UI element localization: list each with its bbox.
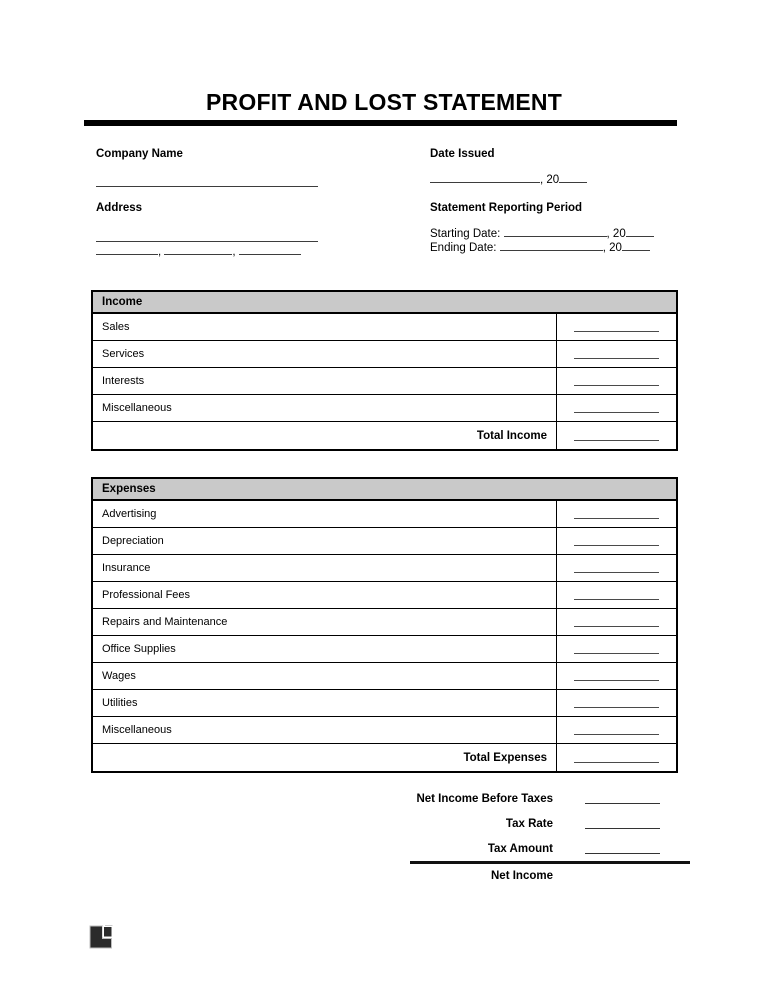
amount-blank-line bbox=[574, 653, 659, 654]
summary-section bbox=[0, 786, 768, 882]
row-amount-cell bbox=[557, 582, 676, 608]
starting-date-row bbox=[430, 227, 680, 241]
income-table bbox=[91, 290, 678, 451]
summary-row-label: Tax Amount bbox=[487, 842, 553, 855]
row-amount-cell bbox=[557, 663, 676, 689]
amount-blank-line bbox=[574, 680, 659, 681]
row-amount-cell bbox=[557, 555, 676, 581]
expenses-table bbox=[91, 477, 678, 773]
ending-date-label: Ending Date: bbox=[430, 242, 497, 254]
total-label: Total Expenses bbox=[93, 744, 557, 771]
starting-date-label: Starting Date: bbox=[430, 228, 501, 240]
amount-blank-line bbox=[574, 440, 659, 441]
amount-blank-line bbox=[574, 572, 659, 573]
row-label: Wages bbox=[93, 663, 557, 689]
summary-blank-line bbox=[585, 828, 660, 829]
summary-row bbox=[0, 786, 768, 811]
amount-blank-line bbox=[574, 358, 659, 359]
table-row bbox=[93, 395, 676, 422]
row-amount-cell bbox=[557, 314, 676, 340]
table-row bbox=[93, 690, 676, 717]
reporting-period-label: Statement Reporting Period bbox=[430, 202, 583, 214]
date-info-section bbox=[430, 148, 680, 255]
starting-date-blank-line bbox=[504, 227, 607, 237]
comma-separator: , bbox=[158, 246, 162, 258]
amount-blank-line bbox=[574, 412, 659, 413]
amount-blank-line bbox=[574, 599, 659, 600]
table-row bbox=[93, 582, 676, 609]
row-label: Sales bbox=[93, 314, 557, 340]
address-city-state-zip-row bbox=[96, 245, 376, 259]
document-title: PROFIT AND LOST STATEMENT bbox=[206, 89, 562, 115]
address-state-blank-line bbox=[164, 245, 232, 255]
table-row bbox=[93, 341, 676, 368]
row-label: Office Supplies bbox=[93, 636, 557, 662]
starting-date-year-blank-line bbox=[626, 227, 654, 237]
summary-blank-line bbox=[585, 853, 660, 854]
row-amount-cell bbox=[557, 395, 676, 421]
row-label: Utilities bbox=[93, 690, 557, 716]
amount-blank-line bbox=[574, 385, 659, 386]
company-name-blank-line bbox=[96, 186, 318, 187]
year-prefix: , 20 bbox=[540, 174, 560, 186]
table-row bbox=[93, 528, 676, 555]
address-blank-line bbox=[96, 241, 318, 242]
amount-blank-line bbox=[574, 331, 659, 332]
table-row bbox=[93, 717, 676, 744]
row-label: Insurance bbox=[93, 555, 557, 581]
date-issued-label: Date Issued bbox=[430, 148, 495, 160]
address-label: Address bbox=[96, 202, 143, 214]
total-amount-cell bbox=[557, 422, 676, 449]
address-city-blank-line bbox=[96, 245, 158, 255]
summary-row-label: Tax Rate bbox=[505, 817, 553, 830]
table-total-row bbox=[93, 744, 676, 771]
row-label: Services bbox=[93, 341, 557, 367]
table-row bbox=[93, 663, 676, 690]
table-row bbox=[93, 609, 676, 636]
title-rule bbox=[84, 120, 677, 126]
date-issued-year-blank-line bbox=[559, 173, 587, 183]
summary-divider-rule bbox=[410, 861, 690, 864]
legal-templates-logo-icon bbox=[88, 923, 114, 949]
amount-blank-line bbox=[574, 734, 659, 735]
row-amount-cell bbox=[557, 690, 676, 716]
summary-row bbox=[0, 836, 768, 861]
year-prefix: , 20 bbox=[602, 242, 622, 254]
total-amount-cell bbox=[557, 744, 676, 771]
year-prefix: , 20 bbox=[606, 228, 626, 240]
ending-date-blank-line bbox=[500, 241, 603, 251]
ending-date-year-blank-line bbox=[622, 241, 650, 251]
date-issued-row bbox=[430, 173, 680, 187]
amount-blank-line bbox=[574, 545, 659, 546]
expenses-table-header: Expenses bbox=[93, 479, 676, 501]
row-label: Repairs and Maintenance bbox=[93, 609, 557, 635]
address-zip-blank-line bbox=[239, 245, 301, 255]
total-label: Total Income bbox=[93, 422, 557, 449]
table-row bbox=[93, 314, 676, 341]
income-table-header: Income bbox=[93, 292, 676, 314]
row-label: Miscellaneous bbox=[93, 717, 557, 743]
amount-blank-line bbox=[574, 626, 659, 627]
comma-separator: , bbox=[232, 246, 236, 258]
summary-blank-line bbox=[585, 803, 660, 804]
amount-blank-line bbox=[574, 518, 659, 519]
date-issued-blank-line bbox=[430, 173, 540, 183]
row-amount-cell bbox=[557, 528, 676, 554]
table-total-row bbox=[93, 422, 676, 449]
amount-blank-line bbox=[574, 707, 659, 708]
row-amount-cell bbox=[557, 636, 676, 662]
row-label: Advertising bbox=[93, 501, 557, 527]
table-row bbox=[93, 555, 676, 582]
amount-blank-line bbox=[574, 762, 659, 763]
company-info-section bbox=[96, 148, 376, 259]
table-row bbox=[93, 636, 676, 663]
summary-rows bbox=[0, 786, 768, 861]
row-amount-cell bbox=[557, 717, 676, 743]
row-amount-cell bbox=[557, 501, 676, 527]
company-name-label: Company Name bbox=[96, 148, 183, 160]
row-label: Professional Fees bbox=[93, 582, 557, 608]
table-row bbox=[93, 368, 676, 395]
row-amount-cell bbox=[557, 368, 676, 394]
row-amount-cell bbox=[557, 609, 676, 635]
summary-row-label: Net Income Before Taxes bbox=[416, 792, 553, 805]
row-label: Miscellaneous bbox=[93, 395, 557, 421]
row-amount-cell bbox=[557, 341, 676, 367]
ending-date-row bbox=[430, 241, 680, 255]
row-label: Interests bbox=[93, 368, 557, 394]
table-row bbox=[93, 501, 676, 528]
row-label: Depreciation bbox=[93, 528, 557, 554]
summary-row bbox=[0, 811, 768, 836]
net-income-label: Net Income bbox=[491, 870, 553, 882]
